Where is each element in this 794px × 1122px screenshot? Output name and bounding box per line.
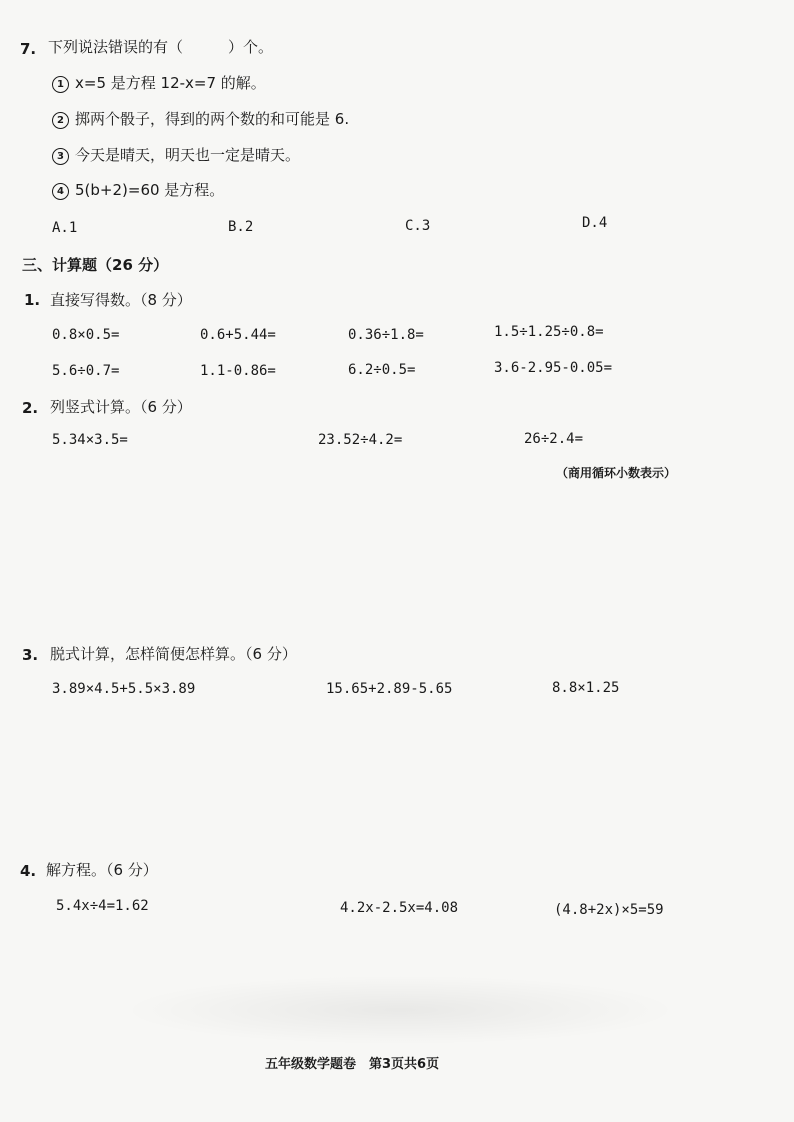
vertical-item: 23.52÷4.2=	[318, 432, 403, 448]
oral-item: 1.1-0.86=	[200, 363, 276, 379]
page-footer: 五年级数学题卷 第3页共6页	[265, 1057, 440, 1072]
question-number: 2.	[22, 399, 39, 417]
circled-number: 2	[52, 112, 69, 129]
option-d: D.4	[582, 215, 608, 231]
equation-item: 4.2x-2.5x=4.08	[340, 900, 459, 916]
equation-item: (4.8+2x)×5=59	[554, 902, 664, 918]
question-title: 解方程。（6 分）	[46, 861, 158, 879]
statement-3	[52, 148, 300, 165]
question-stem: 下列说法错误的有（ ）个。	[48, 38, 274, 56]
statement-2	[52, 112, 349, 129]
section-title: 三、计算题（26 分）	[22, 256, 169, 274]
oral-item: 0.8×0.5=	[52, 327, 120, 343]
equation-item: 5.4x÷4=1.62	[56, 898, 149, 914]
question-title: 脱式计算，怎样简便怎样算。（6 分）	[50, 645, 297, 663]
statement-text: 今天是晴天，明天也一定是晴天。	[75, 146, 301, 164]
option-b: B.2	[228, 219, 254, 235]
circled-number: 3	[52, 148, 69, 165]
question-number: 1.	[24, 291, 41, 309]
vertical-item: 26÷2.4=	[524, 431, 584, 447]
statement-text: 5(b+2)=60 是方程。	[75, 181, 225, 199]
oral-item: 5.6÷0.7=	[52, 363, 120, 379]
statement-text: x=5 是方程 12-x=7 的解。	[75, 74, 266, 92]
step-item: 8.8×1.25	[552, 680, 620, 696]
option-a: A.1	[52, 220, 78, 236]
question-number: 4.	[20, 862, 37, 880]
oral-item: 3.6-2.95-0.05=	[494, 360, 613, 376]
note: （商用循环小数表示）	[556, 466, 677, 480]
question-number: 7.	[20, 40, 37, 58]
scan-smudge	[120, 975, 680, 1045]
step-item: 15.65+2.89-5.65	[326, 681, 453, 697]
option-c: C.3	[405, 218, 431, 234]
step-item: 3.89×4.5+5.5×3.89	[52, 681, 196, 697]
question-number: 3.	[22, 646, 39, 664]
question-title: 直接写得数。（8 分）	[50, 291, 192, 309]
oral-item: 0.36÷1.8=	[348, 327, 424, 343]
vertical-item: 5.34×3.5=	[52, 432, 128, 448]
statement-4	[52, 183, 224, 200]
oral-item: 1.5÷1.25÷0.8=	[494, 324, 604, 340]
statement-1	[52, 76, 266, 93]
circled-number: 4	[52, 183, 69, 200]
oral-item: 0.6+5.44=	[200, 327, 276, 343]
statement-text: 掷两个骰子，得到的两个数的和可能是 6.	[75, 110, 350, 128]
question-title: 列竖式计算。（6 分）	[50, 398, 192, 416]
oral-item: 6.2÷0.5=	[348, 362, 416, 378]
circled-number: 1	[52, 76, 69, 93]
